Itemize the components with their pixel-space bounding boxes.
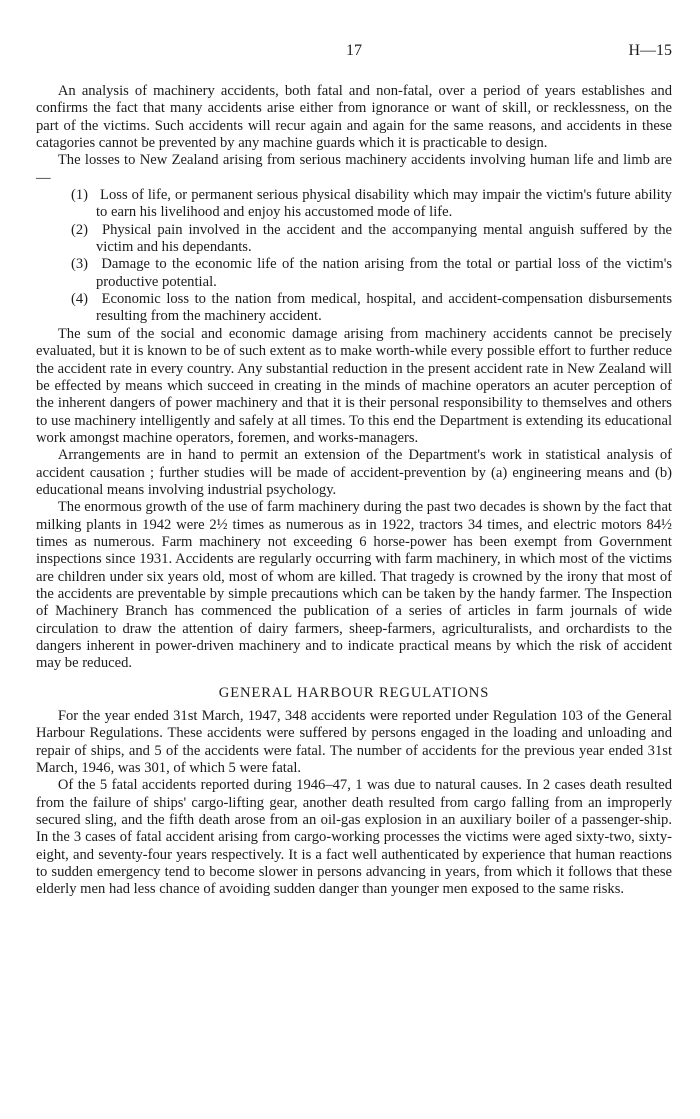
document-body (36, 83, 672, 899)
paragraph: Arrangements are in hand to permit an extension of the Department's work in statistical analysis of accident causation ; further studies will be made of accident-prevention by (a) engineering means and (b) educational means involving industrial psychology. (36, 447, 672, 498)
list-item-text: Damage to the economic life of the nation arising from the total or partial loss of the victim's productive potential. (96, 256, 672, 290)
paragraph: The losses to New Zealand arising from serious machinery accidents involving human life and limb are— (36, 152, 672, 186)
document-reference: H—15 (628, 42, 672, 59)
list-item (36, 291, 672, 326)
paragraph: An analysis of machinery accidents, both fatal and non-fatal, over a period of years establishes and confirms the fact that many accidents arise either from ignorance or want of skill, or recklessness, on the part of the victims. Such accidents will recur again and again for the same reasons, and accidents in these catagories cannot be prevented by any machine guards which it is practicable to design. (36, 83, 672, 152)
page-number: 17 (346, 42, 362, 59)
list-item (36, 256, 672, 291)
list-item (36, 222, 672, 257)
list-item-number: (1) (71, 187, 89, 204)
paragraph: For the year ended 31st March, 1947, 348 accidents were reported under Regulation 103 of the General Harbour Regulations. These accidents were suffered by persons engaged in the loading and unloading and repair of ships, and 5 of the accidents were fatal. The number of accidents for the previous year ended 31st March, 1946, was 301, of which 5 were fatal. (36, 708, 672, 777)
page-header (36, 42, 672, 64)
list-item-text: Physical pain involved in the accident and the accompanying mental anguish suffered by the victim and his dependants. (96, 221, 672, 256)
list-item-number: (2) (71, 221, 89, 238)
paragraph: The enormous growth of the use of farm machinery during the past two decades is shown by the fact that milking plants in 1942 were 2½ times as numerous as in 1922, tractors 34 times, and electric motors 84½ times as numerous. Farm machinery not exceeding 6 horse-power has been exempt from Government inspections since 1931. Accidents are regularly occurring with farm machinery, in which most of the victims are children under six years old, most of whom are killed. That tragedy is crowned by the irony that most of the accidents are preventable by simple precautions which can be taken by the handy farmer. The Inspection of Machinery Branch has commenced the publication of a series of articles in farm journals of wide circulation to draw the attention of dairy farmers, sheep-farmers, agriculturalists, and orchardists to the dangers inherent in power-driven machinery and to indicate practical means by which the risk of accident may be reduced. (36, 499, 672, 672)
losses-list (36, 187, 672, 326)
list-item-text: Loss of life, or permanent serious physical disability which may impair the victim's future ability to earn his livelihood and enjoy his accustomed mode of life. (96, 187, 672, 221)
list-item-text: Economic loss to the nation from medical, hospital, and accident-compensation disbursements resulting from the machinery accident. (96, 291, 672, 325)
paragraph: The sum of the social and economic damage arising from machinery accidents cannot be precisely evaluated, but it is known to be of such extent as to make worth-while every possible effort to further reduce the accident rate in every country. Any substantial reduction in the present accident rate in New Zealand will be effected by means which succeed in creating in the minds of machine operators an acuter perception of the inherent dangers of power machinery and that it is their personal responsibility to themselves and others to use machinery intelligently and safely at all times. To this end the Department is extending its educational work amongst machine operators, foremen, and works-managers. (36, 325, 672, 446)
list-item-number: (4) (71, 291, 89, 308)
list-item-number: (3) (71, 256, 89, 273)
list-item (36, 187, 672, 222)
section-heading: GENERAL HARBOUR REGULATIONS (218, 684, 490, 701)
paragraph: Of the 5 fatal accidents reported during 1946–47, 1 was due to natural causes. In 2 cases death resulted from the failure of ships' cargo-lifting gear, another death resulted from cargo falling from an improperly secured sling, and the fifth death arose from an oil-gas explosion in an auxiliary boiler of a passenger-ship. In the 3 cases of fatal accident arising from cargo-working processes the victims were aged sixty-two, sixty-eight, and seventy-four years respectively. It is a fact well authenticated by experience that human reactions to sudden emergency tend to become slower in persons advancing in years, from which it follows that these elderly men had less chance of avoiding sudden danger than younger men exposed to the same risks. (36, 777, 672, 898)
